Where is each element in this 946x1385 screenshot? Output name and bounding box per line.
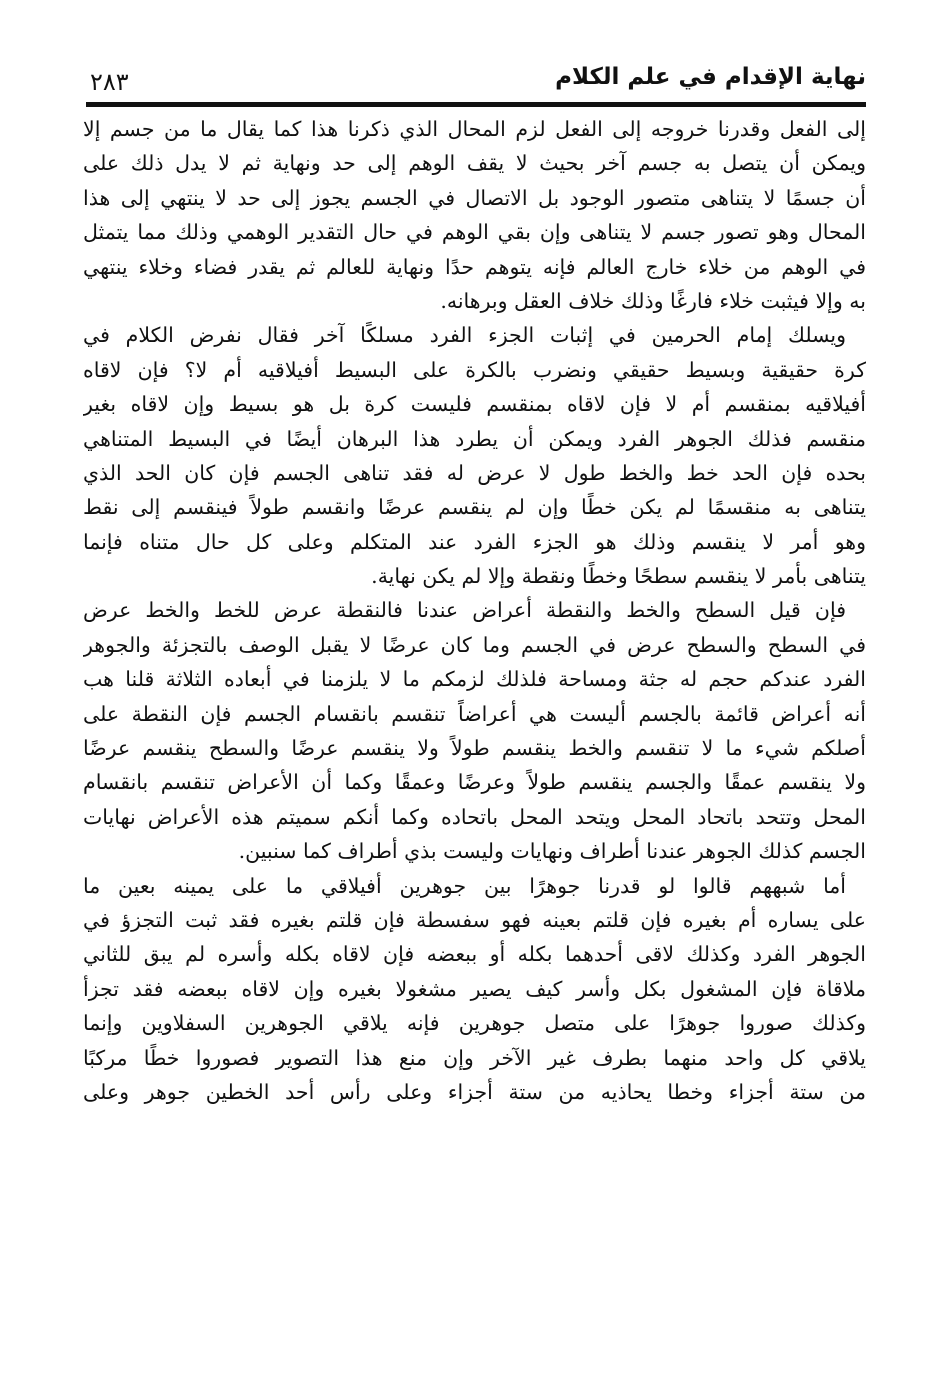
paragraph [83,318,866,593]
text-line: الجوهر الفرد وكذلك لاقى أحدهما بكله أو ببعضه فإن لاقاه بكله وأسره لم يبق للثاني [83,942,866,967]
text-line: ملاقاة فإن المشغول بكل وأسر كيف يصير مشغولا بغيره وإن لاقاه ببعضه فقد تجزأ [83,976,866,1001]
header-rule [86,102,866,107]
text-line: إلى الفعل وقدرنا خروجه إلى الفعل لزم المحال الذي ذكرنا هذا كما يقال ما من جسم إلا [83,117,866,141]
text-line: الجسم كذلك الجوهر عندنا أطراف ونهايات وليست بذي أطراف كما سنبين. [238,839,866,864]
text-line: على يساره أم بغيره فإن قلتم بعينه فهو سفسطة فإن قلتم بغيره فقد ثبت التجزؤ في [83,907,866,932]
text-line: كرة حقيقية وبسيط حقيقي ونضرب بالكرة على البسيط أفيلاقيه أم لا؟ فإن لاقاه [83,357,866,382]
paragraph [83,593,866,868]
page-header [86,58,866,98]
text-line: فإن قيل السطح والخط والنقطة أعراض عندنا فالنقطة عرض للخط والخط عرض [83,598,846,623]
text-line: المحال وهو تصور جسم لا يتناهى وإن بقي الوهم في حال التقدير الوهمي وذلك مما يتمثل [83,220,866,245]
text-line: منقسم فذلك الجوهر الفرد ويمكن أن يطرد هذا البرهان أيضًا في البسيط المتناهي [83,426,866,451]
text-line: يتناهى به منقسمًا لم يكن خطًا وإن لم ينقسم عرضًا وانقسم طولاً فينقسم إلى نقط [83,495,866,520]
body-text [83,112,866,1109]
page-number: ٢٨٣ [90,68,129,96]
text-line: ويمكن أن يتصل به جسم آخر بحيث لا يقف الوهم إلى حد ونهاية ثم لا يدل ذلك على [83,151,866,176]
text-line: في السطح والسطح عرض في الجسم وما كان عرضًا لا يقبل الوصف بالتجزئة والجوهر [83,632,866,657]
text-line: بحده فإن الحد خط والخط طول لا عرض له فقد تناهى الجسم فإن كان الحد الذي [83,460,866,485]
text-line: المحل وتتحد باتحاد المحل ويتحد المحل باتحاده وكما أنكم سميتم هذه الأعراض نهايات [83,804,866,829]
running-title: نهاية الإقدام في علم الكلام [555,64,866,90]
text-line: من ستة أجزاء وخطا يحاذيه من ستة أجزاء وعلى رأس أحد الخطين جوهر وعلى [83,1079,866,1104]
text-line: يلاقي كل واحد منهما بطرف غير الآخر وإن منع هذا التصوير فصوروا خطًا مركبًا [83,1045,866,1070]
text-line: وكذلك صوروا جوهرًا على متصل جوهرين فإنه يلاقي الجوهرين السفلاوين وإنما [83,1011,866,1036]
text-line: الفرد عندكم حجم له جثة ومساحة فلذلك لزمكم ما لا يلزمنا في أبعاده الثلاثة قلنا هب [83,667,866,692]
text-line: في الوهم من خلاء خارج العالم فإنه يتوهم حدًا ونهاية للعالم ثم يقدر فضاء وخلاء ينتهي [83,254,866,279]
text-line: أنه أعراض قائمة بالجسم أليست هي أعراضاً تنقسم بانقسام الجسم فإن النقطة على [83,701,866,726]
text-line: أما شبههم قالوا لو قدرنا جوهرًا بين جوهرين أفيلاقي ما على يمينه بعين ما [83,873,846,898]
text-line: أفيلاقيه بمنقسم أم لا فإن لاقاه بمنقسم فليست كرة بل هو بسيط وإن لاقاه بغير [83,392,866,417]
text-line: به وإلا فيثبت خلاء فارغًا وذلك خلاف العقل وبرهانه. [440,288,866,313]
text-line: أن جسمًا لا يتناهى متصور الوجود بل الاتصال في الجسم يجوز إلى حد لا ينتهي إلى هذا [83,185,866,210]
text-line: أصلكم شيء ما لا تنقسم والخط ينقسم طولاً ولا ينقسم عرضًا والسطح ينقسم عرضًا [83,736,866,761]
paragraph [83,112,866,318]
text-line: وهو أمر لا ينقسم وذلك هو الجزء الفرد عند المتكلم وعلى كل حال متناه فإنما [83,529,866,554]
text-line: ويسلك إمام الحرمين في إثبات الجزء الفرد مسلكًا آخر فقال نفرض الكلام في [83,323,846,348]
text-line: يتناهى بأمر لا ينقسم سطحًا وخطًا ونقطة وإلا لم يكن نهاية. [371,564,866,589]
paragraph [83,869,866,1110]
text-line: ولا ينقسم عمقًا والجسم ينقسم طولاً وعرضًا وعمقًا وكما أن الأعراض تنقسم بانقسام [83,770,866,795]
